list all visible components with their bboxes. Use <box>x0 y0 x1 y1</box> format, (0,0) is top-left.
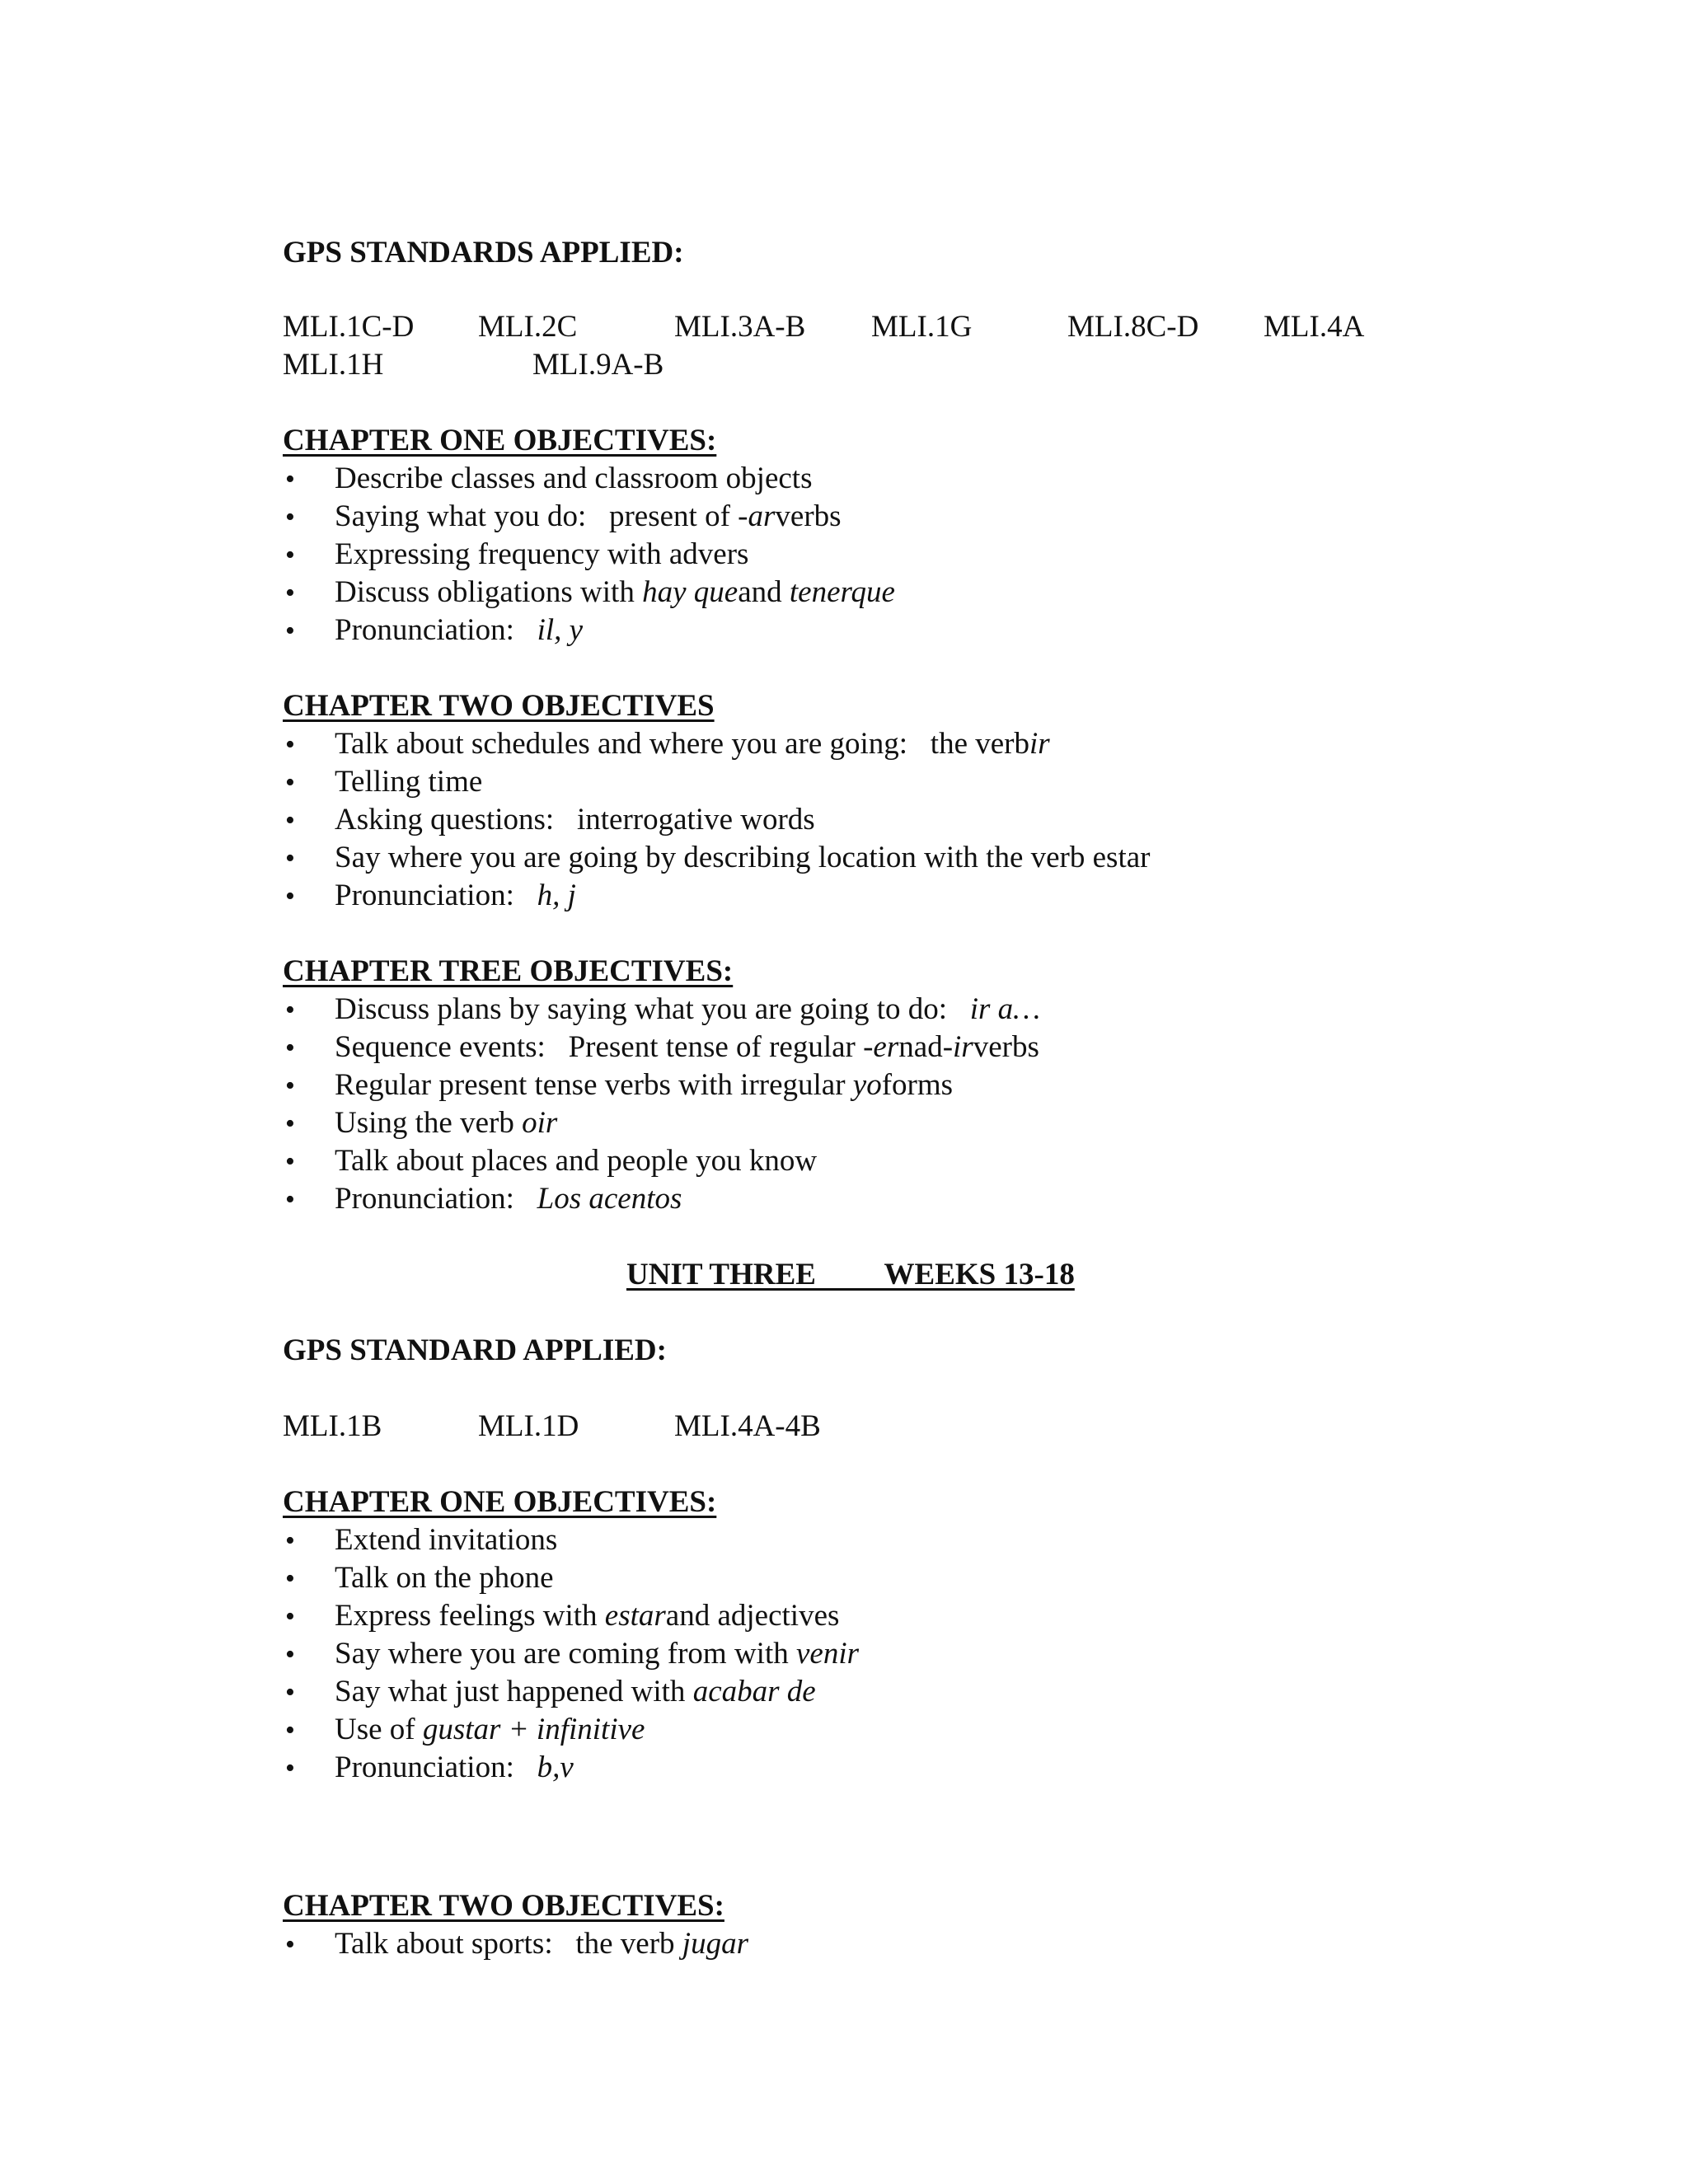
list-item: • Talk about places and people you know <box>285 1142 817 1181</box>
unit3-chapter-two-heading: CHAPTER TWO OBJECTIVES: <box>283 1889 724 1923</box>
list-item: • Asking questions: interrogative words <box>285 801 815 840</box>
standard-code: MLI.2C <box>478 310 578 344</box>
list-item: • Extend invitations <box>285 1521 557 1560</box>
standard-code: MLI.8C-D <box>1067 310 1199 344</box>
list-item: • Saying what you do: present of -arverbs <box>285 498 842 537</box>
list-item: • Pronunciation: Los acentos <box>285 1180 682 1219</box>
list-item: • Discuss obligations with hay queand tenerque <box>285 574 895 612</box>
gps-standard-heading: GPS STANDARD APPLIED: <box>283 1333 667 1367</box>
standard-code: MLI.9A-B <box>532 348 664 382</box>
bullet-icon: • <box>285 502 295 532</box>
list-item: • Use of gustar + infinitive <box>285 1711 645 1750</box>
bullet-icon: • <box>285 1071 295 1101</box>
list-item: • Describe classes and classroom objects <box>285 460 812 499</box>
list-item: • Pronunciation: il, y <box>285 612 583 650</box>
unit3-chapter-one-heading: CHAPTER ONE OBJECTIVES: <box>283 1485 717 1519</box>
bullet-icon: • <box>285 1146 295 1177</box>
bullet-icon: • <box>285 1601 295 1632</box>
bullet-icon: • <box>285 578 295 608</box>
list-item: • Talk on the phone <box>285 1559 554 1598</box>
standard-code: MLI.3A-B <box>674 310 806 344</box>
list-item: • Say what just happened with acabar de <box>285 1673 816 1712</box>
list-item: • Expressing frequency with advers <box>285 536 748 574</box>
list-item: • Using the verb oir <box>285 1104 557 1143</box>
bullet-icon: • <box>285 805 295 836</box>
chapter-one-heading: CHAPTER ONE OBJECTIVES: <box>283 424 717 457</box>
standard-code: MLI.1C-D <box>283 310 415 344</box>
bullet-icon: • <box>285 1677 295 1708</box>
list-item: • Sequence events: Present tense of regular -ernad-irverbs <box>285 1029 1039 1067</box>
unit-three-title: UNIT THREE WEEKS 13-18 <box>626 1258 1075 1291</box>
bullet-icon: • <box>285 1526 295 1556</box>
bullet-icon: • <box>285 1563 295 1594</box>
bullet-icon: • <box>285 843 295 874</box>
list-item: • Discuss plans by saying what you are going to do: ir a… <box>285 991 1040 1029</box>
list-item: • Say where you are coming from with venir <box>285 1635 859 1674</box>
bullet-icon: • <box>285 1753 295 1783</box>
list-item: • Say where you are going by describing location with the verb estar <box>285 839 1150 878</box>
standard-code: MLI.1G <box>871 310 973 344</box>
list-item: • Express feelings with estarand adjectives <box>285 1597 839 1636</box>
list-item: • Talk about sports: the verb jugar <box>285 1925 748 1964</box>
bullet-icon: • <box>285 1108 295 1139</box>
list-item: • Telling time <box>285 763 482 802</box>
list-item: • Talk about schedules and where you are going: the verbir <box>285 725 1050 764</box>
bullet-icon: • <box>285 767 295 798</box>
standard-code: MLI.4A-4B <box>674 1409 821 1443</box>
bullet-icon: • <box>285 1033 295 1063</box>
list-item: • Regular present tense verbs with irregular yoforms <box>285 1066 953 1105</box>
gps-standards-heading: GPS STANDARDS APPLIED: <box>283 236 684 269</box>
bullet-icon: • <box>285 1715 295 1746</box>
bullet-icon: • <box>285 881 295 912</box>
chapter-two-heading: CHAPTER TWO OBJECTIVES <box>283 689 715 723</box>
bullet-icon: • <box>285 995 295 1025</box>
bullet-icon: • <box>285 616 295 646</box>
bullet-icon: • <box>285 464 295 494</box>
standard-code: MLI.1D <box>478 1409 579 1443</box>
chapter-three-heading: CHAPTER TREE OBJECTIVES: <box>283 954 734 988</box>
bullet-icon: • <box>285 540 295 570</box>
standard-code: MLI.4A <box>1264 310 1365 344</box>
list-item: • Pronunciation: b,v <box>285 1749 574 1788</box>
bullet-icon: • <box>285 1184 295 1215</box>
bullet-icon: • <box>285 1639 295 1670</box>
bullet-icon: • <box>285 1929 295 1960</box>
list-item: • Pronunciation: h, j <box>285 877 576 916</box>
standard-code: MLI.1B <box>283 1409 382 1443</box>
standard-code: MLI.1H <box>283 348 384 382</box>
bullet-icon: • <box>285 729 295 760</box>
